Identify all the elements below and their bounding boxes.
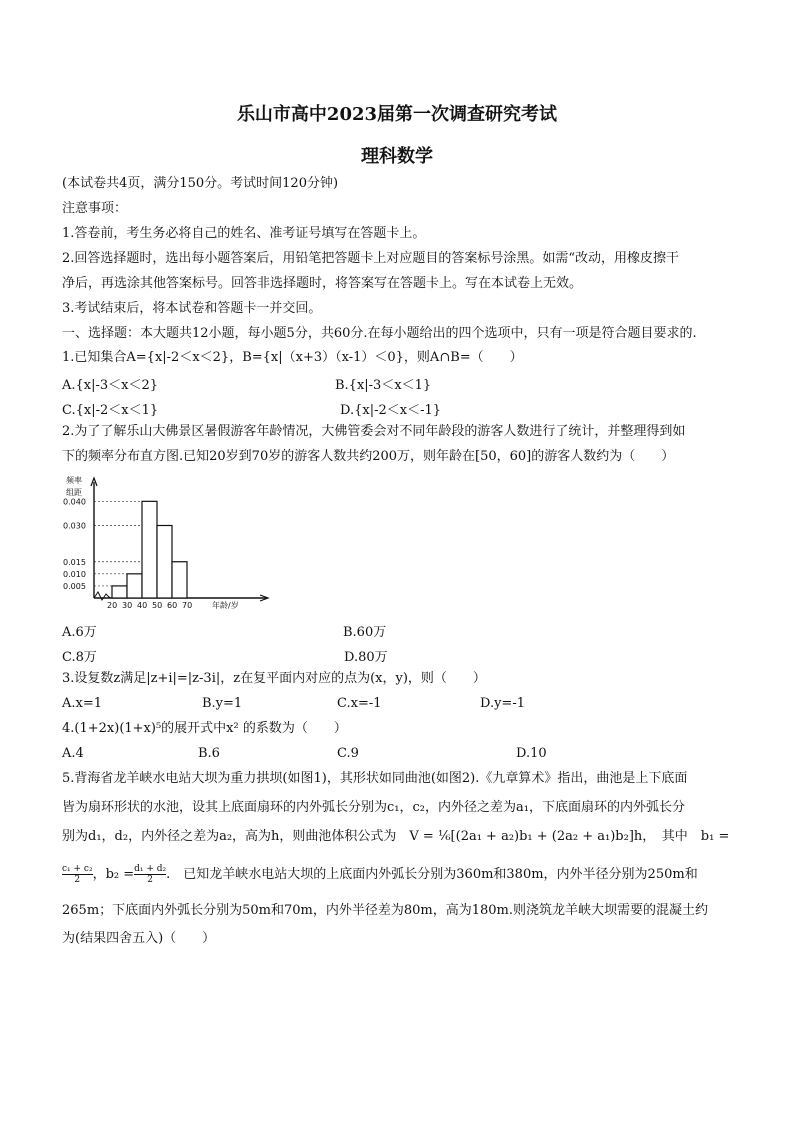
y-axis-label-top: 频率 [66,476,82,485]
q2-option-b: B.60万 [343,625,387,640]
y-tick-label: 0.010 [63,569,86,579]
frequency-histogram [62,474,272,614]
q3-option-d: D.y=-1 [480,696,525,711]
histogram-bar [142,501,157,598]
fraction-b2 [134,864,166,885]
section-heading: 一、选择题：本大题共12小题，每小题5分，共60分.在每小题给出的四个选项中，只有一项是符合题目要求的. [62,326,697,341]
q4-option-c: C.9 [337,746,359,761]
q4-option-b: B.6 [198,746,220,761]
x-tick-label: 40 [137,601,148,610]
q5-line2: 皆为扇环形状的水池，设其上底面扇环的内外弧长分别为c₁，c₂，内外径之差为a₁，下底面扇环的内外弧长分 [62,800,685,815]
q3-stem: 3.设复数z满足|z+i|=|z-3i|，z在复平面内对应的点为(x，y)，则（ ） [62,671,486,686]
q2-stem-line2: 下的频率分布直方图.已知20岁到70岁的游客人数共约200万，则年龄在[50，60]的游客人数约为（ ） [62,449,675,464]
fraction-b1-denominator: 2 [74,875,81,885]
exam-subject: 理科数学 [361,146,433,167]
q4-option-a: A.4 [62,746,84,761]
q1-stem: 1.已知集合A={x|-2＜x＜2}，B={x|（x+3）（x-1）＜0}，则A∩B=（ ） [62,350,523,365]
x-tick-label: 70 [182,601,193,610]
histogram-bar [127,574,142,598]
notice-heading: 注意事项： [62,201,128,216]
q1-option-a: A.{x|-3＜x＜2} [62,378,159,393]
fraction-b1-numerator: c₁ + c₂ [62,864,93,874]
q5-line3: 别为d₁，d₂，内外径之差为a₂，高为h，则曲池体积公式为 V = ⅙[(2a₁ + a₂)b₁ + (2a₂ + a₁)b₂]h， 其中 b₁ = [62,829,730,844]
q2-option-d: D.80万 [344,650,388,665]
y-tick-label: 0.040 [63,497,86,507]
q5-b2-label: ，b₂ = [92,867,135,882]
fraction-b1 [62,864,93,885]
q2-option-c: C.8万 [62,650,97,665]
fraction-b2-denominator: 2 [147,875,153,885]
q5-line4-rest: . 已知龙羊峡水电站大坝的上底面内外弧长分别为360m和380m，内外半径分别为250m和 [166,867,698,882]
q2-stem-line1: 2.为了了解乐山大佛景区暑假游客年龄情况，大佛管委会对不同年龄段的游客人数进行了统计，并整理得到如 [62,424,686,439]
histogram-bar [157,526,172,599]
q3-option-c: C.x=-1 [337,696,382,711]
exam-title: 乐山市高中2023届第一次调查研究考试 [236,104,558,125]
q5-line6: 为(结果四舍五入)（ ） [62,931,216,946]
notice-1: 1.答卷前，考生务必将自己的姓名、准考证号填写在答题卡上。 [62,226,426,241]
x-tick-label: 30 [122,601,133,610]
notice-2a: 2.回答选择题时，选出每小题答案后，用铅笔把答题卡上对应题目的答案标号涂黑。如需“改动，用橡皮擦干 [62,251,680,266]
x-tick-label: 60 [167,601,178,610]
q1-option-c: C.{x|-2＜x＜1} [62,403,159,418]
q3-option-b: B.y=1 [202,696,243,711]
histogram-bar [112,586,127,598]
fraction-b2-numerator: d₁ + d₂ [134,864,167,874]
y-axis-label-bottom: 组距 [66,488,82,497]
q5-line4 [62,864,698,885]
x-axis-label: 年龄/岁 [212,601,239,610]
q5-line5: 265m；下底面内外弧长分别为50m和70m，内外半径差为80m，高为180m.则浇筑龙羊峡大坝需要的混凝土约 [62,903,709,918]
y-tick-label: 0.005 [63,581,86,591]
notice-3: 3.考试结束后，将本试卷和答题卡一并交回。 [62,301,322,316]
exam-meta: (本试卷共4页，满分150分。考试时间120分钟) [62,176,339,191]
histogram-bar [172,562,187,598]
q4-option-d: D.10 [516,746,547,761]
q2-option-a: A.6万 [62,625,97,640]
q1-option-b: B.{x|-3＜x＜1} [335,378,432,393]
notice-2b: 净后，再选涂其他答案标号。回答非选择题时，将答案写在答题卡上。写在本试卷上无效。 [62,276,583,291]
y-tick-label: 0.030 [63,521,86,531]
q5-line1: 5.背海省龙羊峡水电站大坝为重力拱坝(如图1)，其形状如同曲池(如图2).《九章算术》指出，曲池是上下底面 [62,771,688,786]
x-tick-label: 20 [107,601,118,610]
q1-option-d: D.{x|-2＜x＜-1} [340,403,442,418]
x-tick-label: 50 [152,601,163,610]
q3-option-a: A.x=1 [62,696,103,711]
y-tick-label: 0.015 [63,557,86,567]
q4-stem: 4.(1+2x)(1+x)⁵的展开式中x² 的系数为（ ） [62,721,347,736]
